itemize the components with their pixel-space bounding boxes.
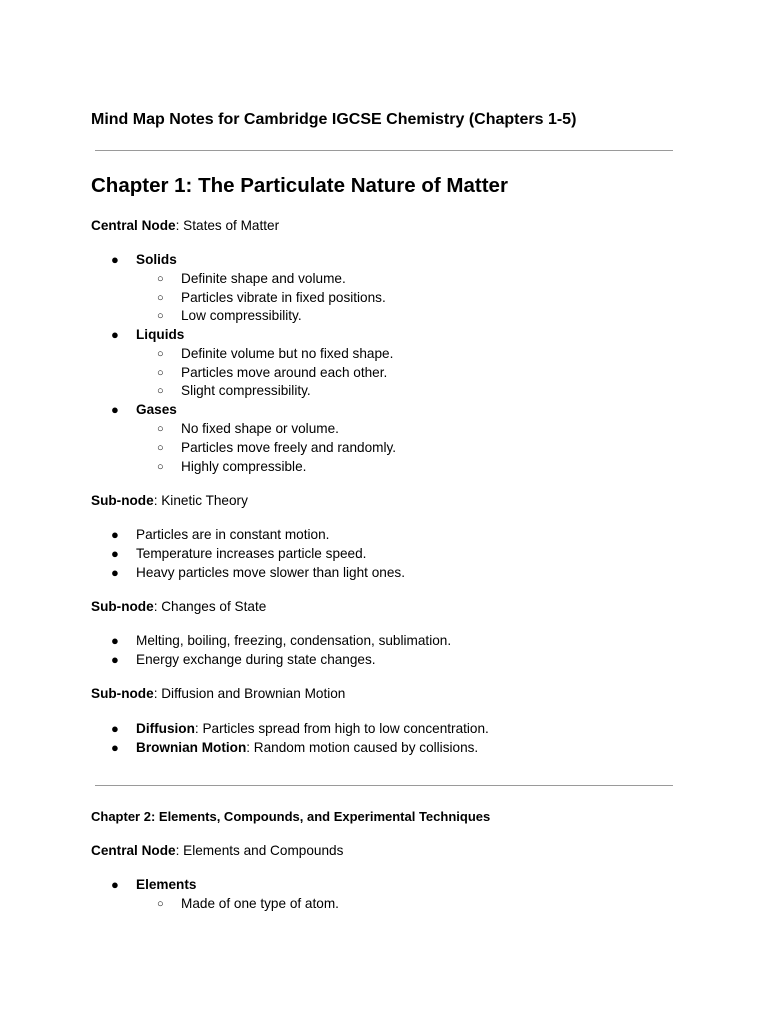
chapter-1-heading: Chapter 1: The Particulate Nature of Matter [91, 174, 508, 197]
state-solids-label: Solids [136, 252, 177, 267]
list-item: Temperature increases particle speed. [136, 546, 367, 561]
list-item [136, 740, 478, 756]
list-item: Slight compressibility. [181, 383, 311, 398]
sub-node-kinetic-line [91, 493, 248, 509]
bullet-icon: ● [111, 252, 119, 267]
central-node-line [91, 843, 343, 859]
horizontal-rule [95, 785, 673, 786]
list-item: Definite volume but no fixed shape. [181, 346, 394, 361]
bullet-icon: ● [111, 546, 119, 561]
state-liquids-label: Liquids [136, 327, 185, 342]
term-text: : Random motion caused by collisions. [246, 740, 479, 755]
circle-bullet-icon: ○ [157, 348, 164, 360]
central-node-label: Central Node [91, 843, 176, 858]
list-item: Melting, boiling, freezing, condensation, sublimation. [136, 633, 452, 648]
central-node-line [91, 218, 279, 234]
circle-bullet-icon: ○ [157, 442, 164, 454]
circle-bullet-icon: ○ [157, 292, 164, 304]
circle-bullet-icon: ○ [157, 461, 164, 473]
central-node-text: : States of Matter [175, 218, 280, 233]
list-item [136, 721, 489, 737]
sub-node-diffusion-line [91, 686, 345, 702]
bullet-icon: ● [111, 740, 119, 755]
document-title: Mind Map Notes for Cambridge IGCSE Chemistry (Chapters 1-5) [91, 111, 577, 128]
horizontal-rule [95, 150, 673, 151]
circle-bullet-icon: ○ [157, 423, 164, 435]
sub-node-changes-line [91, 599, 266, 615]
circle-bullet-icon: ○ [157, 367, 164, 379]
central-node-text: : Elements and Compounds [175, 843, 344, 858]
list-item: Particles vibrate in fixed positions. [181, 290, 386, 305]
list-item: Particles move freely and randomly. [181, 440, 397, 455]
list-item: Low compressibility. [181, 308, 302, 323]
bullet-icon: ● [111, 402, 119, 417]
list-item: No fixed shape or volume. [181, 421, 339, 436]
sub-node-text: : Kinetic Theory [153, 493, 248, 508]
list-item: Particles move around each other. [181, 365, 388, 380]
list-item: Highly compressible. [181, 459, 307, 474]
central-node-label: Central Node [91, 218, 176, 233]
term-text: : Particles spread from high to low concentration. [194, 721, 489, 736]
circle-bullet-icon: ○ [157, 273, 164, 285]
circle-bullet-icon: ○ [157, 385, 164, 397]
bullet-icon: ● [111, 527, 119, 542]
list-item: Energy exchange during state changes. [136, 652, 376, 667]
bullet-icon: ● [111, 652, 119, 667]
chapter-2-heading: Chapter 2: Elements, Compounds, and Experimental Techniques [91, 809, 491, 824]
bullet-icon: ● [111, 877, 119, 892]
sub-node-label: Sub-node [91, 599, 154, 614]
sub-node-text: : Diffusion and Brownian Motion [153, 686, 346, 701]
bullet-icon: ● [111, 565, 119, 580]
sub-node-label: Sub-node [91, 686, 154, 701]
bullet-icon: ● [111, 327, 119, 342]
list-item: Particles are in constant motion. [136, 527, 330, 542]
bullet-icon: ● [111, 633, 119, 648]
circle-bullet-icon: ○ [157, 898, 164, 910]
circle-bullet-icon: ○ [157, 310, 164, 322]
term-label: Diffusion [136, 721, 195, 736]
list-item: Heavy particles move slower than light ones. [136, 565, 405, 580]
elements-label: Elements [136, 877, 197, 892]
list-item: Definite shape and volume. [181, 271, 346, 286]
bullet-icon: ● [111, 721, 119, 736]
list-item: Made of one type of atom. [181, 896, 339, 911]
sub-node-text: : Changes of State [153, 599, 267, 614]
state-gases-label: Gases [136, 402, 177, 417]
sub-node-label: Sub-node [91, 493, 154, 508]
term-label: Brownian Motion [136, 740, 247, 755]
